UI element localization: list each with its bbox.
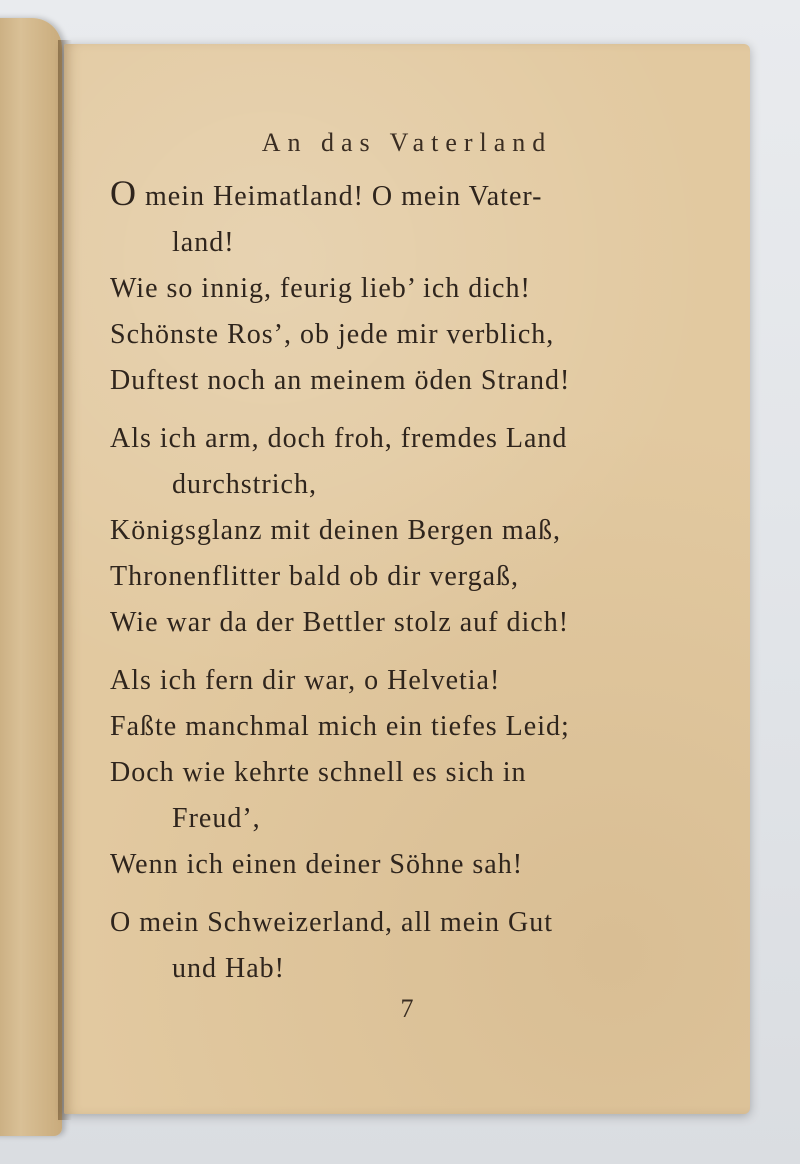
poem-line: Wie so innig, feurig lieb’ ich dich! [110, 273, 531, 304]
stanza-2 [110, 416, 710, 646]
poem-line: Als ich fern dir war, o Helvetia! [110, 665, 501, 696]
stanza-3 [110, 658, 710, 888]
stanza-4 [110, 900, 710, 992]
poem-line: Thronenflitter bald ob dir vergaß, [110, 561, 520, 592]
line-text: mein Heimatland! O mein Vater- [137, 181, 543, 212]
poem-line: Duftest noch an meinem öden Strand! [110, 365, 571, 396]
stanza-1 [110, 170, 710, 404]
facing-page-edge [0, 18, 62, 1136]
poem-line-continuation: und Hab! [172, 953, 285, 984]
book-page [64, 44, 750, 1114]
poem-line: Schönste Ros’, ob jede mir verblich, [110, 319, 555, 350]
poem-line: Wie war da der Bettler stolz auf dich! [110, 607, 570, 638]
poem-line: Als ich arm, doch froh, fremdes Land [110, 423, 568, 454]
poem-line-continuation: Freud’, [172, 803, 261, 834]
initial-letter: O [110, 173, 137, 213]
page-number: 7 [400, 994, 414, 1023]
poem-line-continuation: land! [172, 227, 235, 258]
poem-title: An das Vaterland [261, 128, 553, 157]
poem-line: Königsglanz mit deinen Bergen maß, [110, 515, 562, 546]
poem-line: Faßte manchmal mich ein tiefes Leid; [110, 711, 570, 742]
poem-line: Doch wie kehrte schnell es sich in [110, 757, 527, 788]
poem-line: O mein Schweizerland, all mein Gut [110, 907, 553, 938]
poem-line-continuation: durchstrich, [172, 469, 317, 500]
poem-line: Wenn ich einen deiner Söhne sah! [110, 849, 524, 880]
poem-body [110, 170, 710, 1004]
poem-line [110, 170, 710, 220]
